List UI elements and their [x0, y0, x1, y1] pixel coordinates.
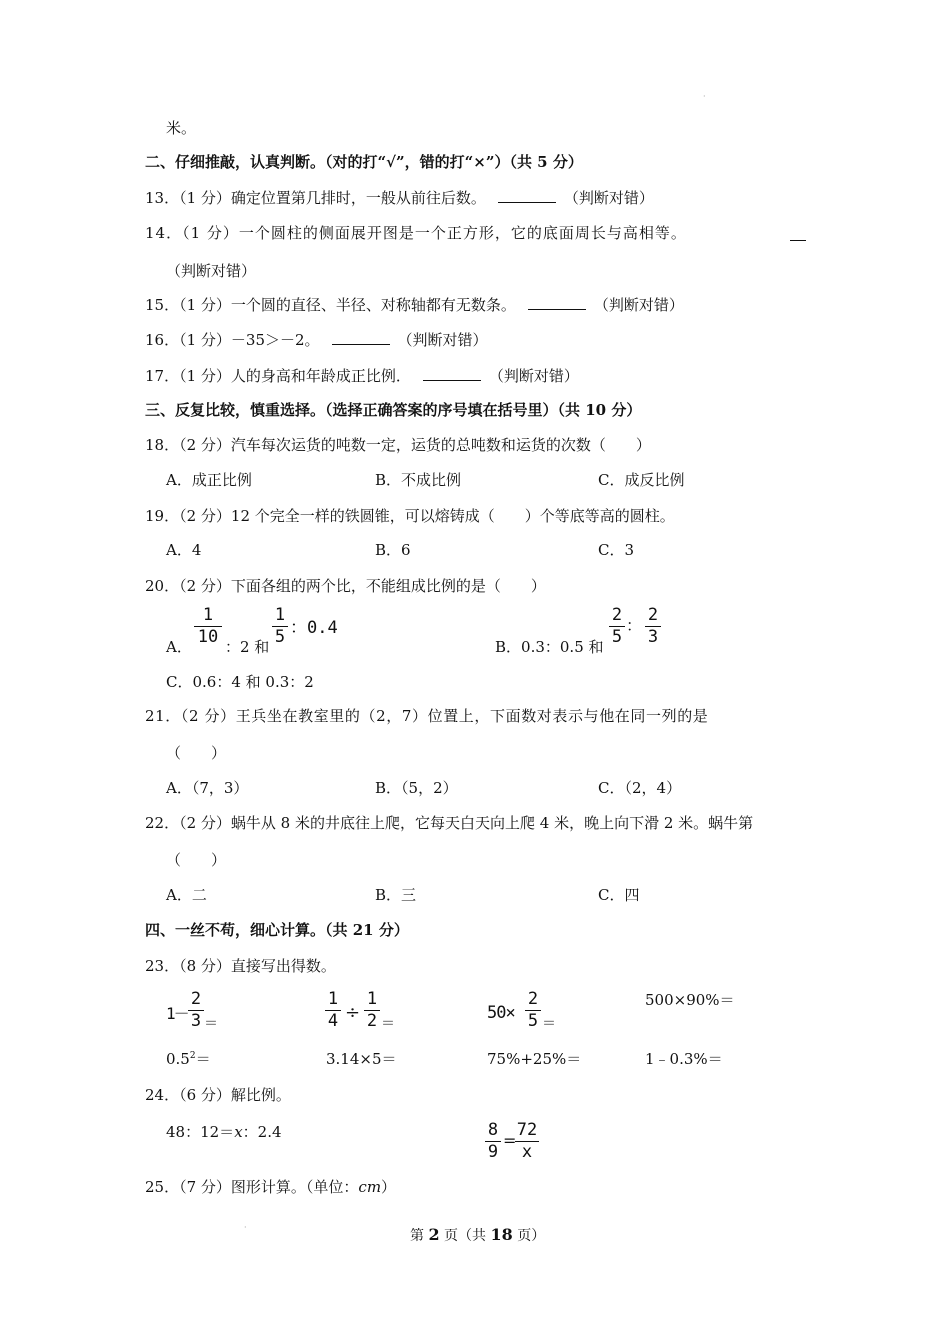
- option-20-b-label[interactable]: B．0.3：0.5 和: [495, 638, 604, 656]
- question-18: 18．（2 分）汽车每次运货的吨数一定，运货的总吨数和运货的次数（ ）: [145, 436, 651, 454]
- expr-3-prefix: 50×: [487, 1003, 515, 1023]
- option-20-a-label[interactable]: A．: [166, 638, 192, 656]
- expr-1-fraction: 2 3: [188, 991, 204, 1030]
- previous-page-fragment: 米。: [166, 119, 197, 137]
- section-2-title: 二、仔细推敲，认真判断。（对的打“√”，错的打“×”）（共 5 分）: [145, 153, 583, 171]
- expr-1-prefix: 1－: [166, 1004, 188, 1023]
- option-22-a[interactable]: A．二: [166, 886, 207, 904]
- answer-blank-16[interactable]: [332, 332, 390, 345]
- fraction-1-5: 1 5: [272, 607, 288, 646]
- fraction-2-5: 2 5: [609, 607, 625, 646]
- section-3-title: 三、反复比较，慎重选择。（选择正确答案的序号填在括号里）（共 10 分）: [145, 401, 642, 419]
- option-19-a[interactable]: A．4: [166, 541, 202, 559]
- question-19: 19．（2 分）12 个完全一样的铁圆锥，可以熔铸成（ ）个等底等高的圆柱。: [145, 507, 675, 525]
- expr-3-fraction: 2 5: [525, 991, 541, 1030]
- expr-4: 500×90%＝: [645, 991, 735, 1009]
- option-22-c[interactable]: C．四: [598, 886, 640, 904]
- corner-mark: ·: [703, 92, 706, 101]
- expr-7: 75%+25%＝: [487, 1050, 582, 1068]
- option-19-c[interactable]: C．3: [598, 541, 635, 559]
- expr-2-fraction-a: 1 4: [325, 991, 341, 1030]
- option-19-b[interactable]: B．6: [375, 541, 411, 559]
- option-22-b[interactable]: B．三: [375, 886, 417, 904]
- question-14: 14．（1 分）一个圆柱的侧面展开图是一个正方形，它的底面周长与高相等。: [145, 224, 687, 242]
- option-21-c[interactable]: C．（2，4）: [598, 779, 682, 797]
- option-18-a[interactable]: A．成正比例: [166, 471, 252, 489]
- proportion-1: 48：12＝x：2.4: [166, 1123, 282, 1141]
- page-footer: 第 2 页（共 18 页）: [410, 1225, 546, 1244]
- proportion-2-fraction-b: 72 x: [516, 1120, 538, 1162]
- expr-2-equals: ＝: [381, 1016, 395, 1032]
- answer-blank-15[interactable]: [528, 297, 586, 310]
- option-21-b[interactable]: B．（5，2）: [375, 779, 458, 797]
- option-20-b-colon: ：: [626, 616, 643, 635]
- expr-5: $0.5^2=$: [166, 1050, 211, 1068]
- question-23: 23．（8 分）直接写出得数。: [145, 957, 336, 975]
- question-17: 17．（1 分）人的身高和年龄成正比例． （判断对错）: [145, 367, 579, 385]
- fraction-2-3: 2 3: [645, 607, 661, 646]
- answer-paren-22[interactable]: （ ）: [166, 851, 227, 869]
- option-21-a[interactable]: A．（7，3）: [166, 779, 249, 797]
- expr-6: 3.14×5＝: [326, 1050, 397, 1068]
- footer-mark: ·: [244, 1223, 247, 1232]
- expr-3-equals: ＝: [542, 1016, 556, 1032]
- section-4-title: 四、一丝不苟，细心计算。（共 21 分）: [145, 921, 409, 939]
- expr-1-equals: ＝: [204, 1016, 218, 1032]
- answer-blank-17[interactable]: [423, 368, 481, 381]
- question-13: 13．（1 分）确定位置第几排时，一般从前往后数。 （判断对错）: [145, 189, 654, 207]
- question-14-suffix: （判断对错）: [166, 262, 257, 280]
- expr-2-divide: ÷: [345, 1002, 361, 1023]
- question-22: 22．（2 分）蜗牛从 8 米的井底往上爬，它每天白天向上爬 4 米，晚上向下滑 2 米。蜗牛第: [145, 814, 754, 832]
- proportion-2-equals: =: [503, 1131, 517, 1150]
- question-20: 20．（2 分）下面各组的两个比，不能组成比例的是（ ）: [145, 577, 546, 595]
- option-18-c[interactable]: C．成反比例: [598, 471, 685, 489]
- option-20-a-text: ：2 和: [225, 638, 270, 656]
- question-16: 16．（1 分）－35＞－2。 （判断对错）: [145, 331, 488, 349]
- expr-2-fraction-b: 1 2: [364, 991, 380, 1030]
- question-21: 21．（2 分）王兵坐在教室里的（2，7）位置上，下面数对表示与他在同一列的是: [145, 707, 709, 725]
- question-15: 15．（1 分）一个圆的直径、半径、对称轴都有无数条。 （判断对错）: [145, 296, 684, 314]
- answer-paren-21[interactable]: （ ）: [166, 744, 227, 762]
- answer-blank-14[interactable]: [790, 228, 806, 241]
- option-18-b[interactable]: B．不成比例: [375, 471, 462, 489]
- page-number: 2: [428, 1225, 440, 1244]
- expr-8: 1﹣0.3%＝: [645, 1050, 723, 1068]
- proportion-2-fraction-a: 8 9: [485, 1122, 501, 1161]
- option-20-a-ratio: ：0.4: [290, 618, 338, 638]
- question-24: 24．（6 分）解比例。: [145, 1086, 291, 1104]
- fraction-1-10: 1 10: [194, 607, 222, 646]
- option-20-c[interactable]: C．0.6：4 和 0.3：2: [166, 673, 314, 691]
- answer-blank-13[interactable]: [498, 190, 556, 203]
- page-total: 18: [490, 1225, 513, 1244]
- question-25: 25．（7 分）图形计算。（单位：cm）: [145, 1178, 397, 1196]
